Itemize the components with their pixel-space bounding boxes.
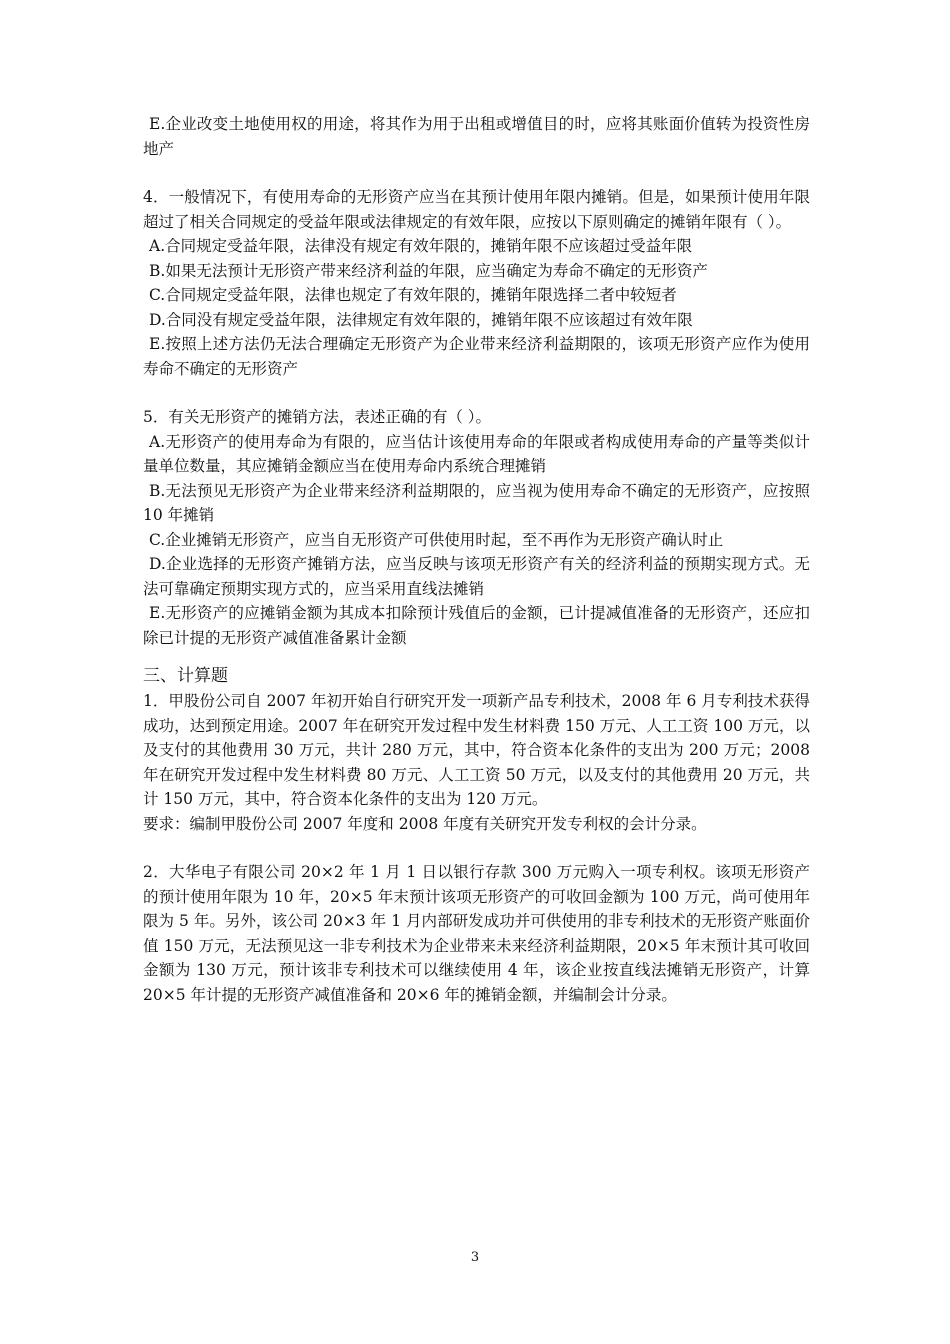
problem-1: 1．甲股份公司自 2007 年初开始自行研究开发一项新产品专利技术，2008 年 6 月专利技术获得成功，达到预定用途。2007 年在研究开发过程中发生材料费 150 万元、人工工资 100 万元，以及支付的其他费用 30 万元，共计 280 万元，其中，符合资本化条件的支出为 200 万元；2008 年在研究开发过程中发生材料费 80 万元、人工工资 50 万元，以及支付的其他费用 20 万元，共计 150 万元，其中，符合资本化条件的支出为 120 万元。 — [143, 692, 810, 808]
spacer — [143, 161, 810, 185]
spacer — [143, 381, 810, 405]
q3-option-e: E.企业改变土地使用权的用途，将其作为用于出租或增值目的时，应将其账面价值转为投资性房地产 — [143, 115, 810, 158]
q5-option-a: A.无形资产的使用寿命为有限的，应当估计该使用寿命的年限或者构成使用寿命的产量等类似计量单位数量，其应摊销金额应当在使用寿命内系统合理摊销 — [143, 432, 810, 475]
q5-option-e: E.无形资产的应摊销金额为其成本扣除预计残值后的金额，已计提减值准备的无形资产，还应扣除已计提的无形资产减值准备累计金额 — [143, 604, 810, 647]
spacer — [143, 836, 810, 860]
q4-option-c: C.合同规定受益年限，法律也规定了有效年限的，摊销年限选择二者中较短者 — [149, 286, 677, 304]
page-number: 3 — [470, 1250, 480, 1265]
q4-option-b: B.如果无法预计无形资产带来经济利益的年限，应当确定为寿命不确定的无形资产 — [149, 261, 708, 280]
section-title: 三、计算题 — [143, 666, 228, 686]
spacer — [143, 650, 810, 663]
q5-stem: 5．有关无形资产的摊销方法，表述正确的有（ ）。 — [143, 408, 492, 426]
q5-option-b: B.无法预见无形资产为企业带来经济利益期限的，应当视为使用寿命不确定的无形资产，应按照 10 年摊销 — [143, 481, 810, 524]
problem-1-requirement: 要求：编制甲股份公司 2007 年度和 2008 年度有关研究开发专利权的会计分录。 — [143, 814, 707, 833]
q4-option-a: A.合同规定受益年限，法律没有规定有效年限的，摊销年限不应该超过受益年限 — [149, 237, 693, 255]
q4-option-d: D.合同没有规定受益年限，法律规定有效年限的，摊销年限不应该超过有效年限 — [149, 310, 693, 329]
q5-option-d: D.企业选择的无形资产摊销方法，应当反映与该项无形资产有关的经济利益的预期实现方式。无法可靠确定预期实现方式的，应当采用直线法摊销 — [143, 555, 810, 598]
document-body — [143, 112, 810, 1007]
problem-2: 2．大华电子有限公司 20×2 年 1 月 1 日以银行存款 300 万元购入一项专利权。该项无形资产的预计使用年限为 10 年，20×5 年末预计该项无形资产的可收回金额为 100 万元，尚可使用年限为 5 年。另外，该公司 20×3 年 1 月内部研发成功并可供使用的非专利技术的无形资产账面价值 150 万元，无法预见这一非专利技术为企业带来未来经济利益期限，20×5 年末预计其可收回金额为 130 万元，预计该非专利技术可以继续使用 4 年，该企业按直线法摊销无形资产，计算 20×5 年计提的无形资产减值准备和 20×6 年的摊销金额，并编制会计分录。 — [143, 863, 810, 1004]
q4-option-e: E.按照上述方法仍无法合理确定无形资产为企业带来经济利益期限的，该项无形资产应作为使用寿命不确定的无形资产 — [143, 335, 810, 378]
q4-stem: 4．一般情况下，有使用寿命的无形资产应当在其预计使用年限内摊销。但是，如果预计使用年限超过了相关合同规定的受益年限或法律规定的有效年限，应按以下原则确定的摊销年限有（ ）。 — [143, 188, 810, 231]
q5-option-c: C.企业摊销无形资产，应当自无形资产可供使用时起，至不再作为无形资产确认时止 — [149, 530, 724, 549]
